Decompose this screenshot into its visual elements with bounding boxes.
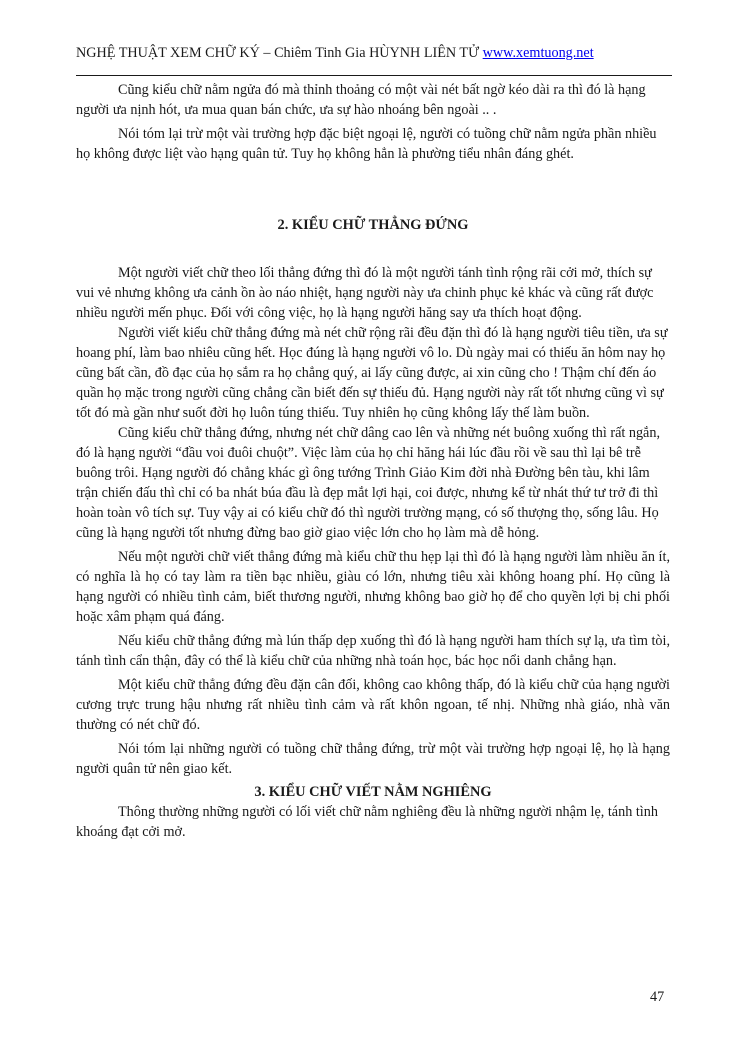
section-3-paragraph-1: Thông thường những người có lối viết chữ nằm nghiêng đều là những người nhậm lẹ, tánh tình khoáng đạt cởi mở. [76,804,658,840]
running-header [76,44,672,62]
section-2-paragraph-5: Nếu kiểu chữ thẳng đứng mà lún thấp dẹp xuống thì đó là hạng người ham thích sự lạ, ưa tìm tòi, tánh tình cẩn thận, đây có thể là kiểu chữ của những nhà toán học, bác học nổi danh chẳng hạn. [76,633,670,669]
page-content [76,80,670,842]
section-2-paragraph-1: Một người viết chữ theo lối thẳng đứng thì đó là một người tánh tình rộng rãi cởi mở, thích sự vui vẻ nhưng không ưa cảnh ồn ào náo nhiệt, hạng người này ưa chinh phục kẻ khác và cũng rất được nhiều người mến phục. Đối với công việc, họ là hạng người hăng say ưa thích hoạt động. [76,265,654,321]
header-link[interactable]: www.xemtuong.net [482,45,594,61]
section-2-paragraph-4: Nếu một người chữ viết thẳng đứng mà kiểu chữ thu hẹp lại thì đó là hạng người làm nhiều ăn ít, có nghĩa là họ có tay làm ra tiền bạc nhiều, giàu có lớn, nhưng tiêu xài không hoang phí. Họ cũng là hạng người có nhiều tình cảm, biết thương người, nhưng không bao giờ họ để cho quyền lợi bị chi phối hoặc xâm phạm quá đáng. [76,549,670,625]
section-2-paragraph-2: Người viết kiểu chữ thẳng đứng mà nét chữ rộng rãi đều đặn thì đó là hạng người tiêu tiền, ưa sự hoang phí, làm bao nhiêu cũng hết. Học đúng là hạng người vô lo. Dù ngày mai có thiếu ăn hôm nay họ cũng bất cần, đồ đạc của họ sắm ra họ chẳng quý, ai lấy cũng được, ai xin cũng cho ! Thậm chí đến áo quần họ mặc trong người cũng chẳng cần biết đến sự thiếu đủ. Hạng người này rất tốt nhưng cũng vì sự tốt đó mà gần như suốt đời họ luôn túng thiếu. Tuy nhiên họ cũng không lấy thế làm buồn. [76,325,668,421]
intro-paragraph-1: Cũng kiểu chữ nằm ngửa đó mà thỉnh thoảng có một vài nét bất ngờ kéo dài ra thì đó là hạng người ưa nịnh hót, ưa mua quan bán chức, ưa sự hào nhoáng bên ngoài .. . [76,82,646,118]
section-2-heading: 2. KIỂU CHỮ THẲNG ĐỨNG [277,217,469,233]
section-2-paragraph-7: Nói tóm lại những người có tuồng chữ thẳng đứng, trừ một vài trường hợp ngoại lệ, họ là hạng người quân tử nên giao kết. [76,741,670,777]
intro-paragraph-2: Nói tóm lại trừ một vài trường hợp đặc biệt ngoại lệ, người có tuồng chữ nằm ngửa phần nhiều họ không được liệt vào hạng quân tử. Tuy họ không hẳn là phường tiểu nhân đáng ghét. [76,126,657,162]
header-divider [76,75,672,76]
page-number: 47 [650,989,665,1005]
section-2-paragraph-6: Một kiểu chữ thẳng đứng đều đặn cân đối, không cao không thấp, đó là kiểu chữ của hạng người cương trực trung hậu nhưng rất nhiều tình cảm và rất khôn ngoan, tế nhị. Những nhà giáo, nhà văn thường có nét chữ đó. [76,677,670,733]
header-title: NGHỆ THUẬT XEM CHỮ KÝ – Chiêm Tinh Gia HÙYNH LIÊN TỬ [76,45,480,61]
section-3-heading: 3. KIỂU CHỮ VIẾT NẰM NGHIÊNG [254,784,492,800]
section-2-paragraph-3: Cũng kiểu chữ thẳng đứng, nhưng nét chữ dâng cao lên và những nét buông xuống thì rất ngắn, đó là hạng người “đầu voi đuôi chuột”. Việc làm của họ chỉ hăng hái lúc đầu rồi về sau thì lại bê trễ buông trôi. Hạng người đó chẳng khác gì ông tướng Trình Giảo Kim đời nhà Đường bên tàu, khi lâm trận chiến đấu thì chỉ có ba nhát búa đầu là đẹp mắt lợi hại, coi được, nhưng kể từ nhát thứ tư trở đi thì hoàn toàn vô tích sự. Tuy vậy ai có kiểu chữ đó thì người trường mạng, có số thượng thọ, sống lâu. Họ cũng là hạng người tốt nhưng đừng bao giờ giao việc lớn cho họ làm mà dễ hỏng. [76,425,660,541]
